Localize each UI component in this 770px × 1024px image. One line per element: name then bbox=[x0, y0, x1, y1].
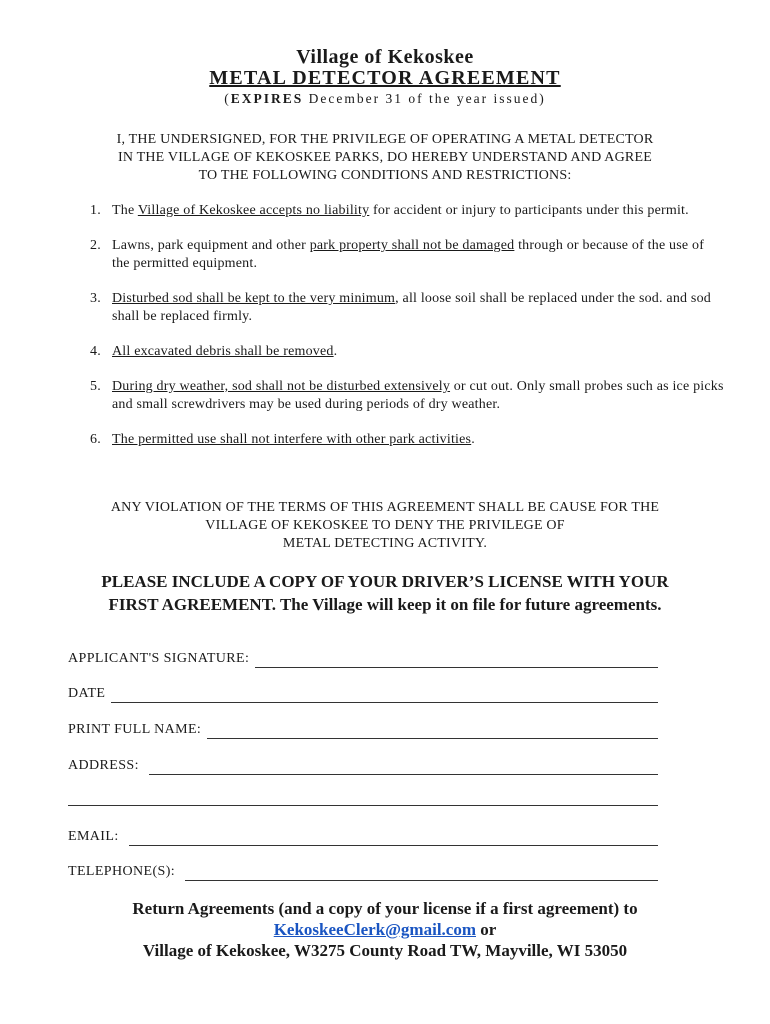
document-subtitle bbox=[0, 66, 770, 90]
telephone-field[interactable] bbox=[68, 863, 658, 881]
address-field[interactable] bbox=[68, 757, 658, 775]
full-name-label: PRINT FULL NAME: bbox=[68, 722, 202, 737]
full-name-line[interactable] bbox=[207, 725, 658, 739]
condition-item: 1. The Village of Kekoskee accepts no liability for accident or injury to participants under this permit. bbox=[90, 203, 689, 218]
signature-field[interactable] bbox=[68, 650, 658, 668]
expiration-note: (EXPIRES December 31 of the year issued) bbox=[224, 91, 546, 106]
return-instructions: Return Agreements (and a copy of your license if a first agreement) to KekoskeeClerk@gmail.com or Village of Kekoskee, W3275 County Road TW, Mayville, WI 53050 bbox=[0, 898, 770, 961]
telephone-label: TELEPHONE(S): bbox=[68, 864, 176, 879]
condition-item: 3. Disturbed sod shall be kept to the very minimum, all loose soil shall be replaced under the sod. and sod shall be replaced firmly. bbox=[90, 291, 711, 324]
expires-label: EXPIRES bbox=[230, 91, 304, 106]
document-title: Village of Kekoskee bbox=[296, 46, 474, 68]
date-field[interactable] bbox=[68, 685, 658, 703]
address-line-2[interactable] bbox=[68, 792, 658, 806]
intro-paragraph: I, THE UNDERSIGNED, FOR THE PRIVILEGE OF OPERATING A METAL DETECTOR IN THE VILLAGE OF KEKOSKEE PARKS, DO HEREBY UNDERSTAND AND AGREE TO THE FOLLOWING CONDITIONS AND RESTRICTIONS: bbox=[116, 132, 654, 183]
condition-item: 5. During dry weather, sod shall not be disturbed extensively or cut out. Only small probes such as ice picks and small screwdrivers may be used during periods of dry weather. bbox=[90, 379, 724, 412]
date-line[interactable] bbox=[111, 689, 658, 703]
condition-item: 4. All excavated debris shall be removed. bbox=[90, 344, 338, 359]
email-field[interactable] bbox=[68, 828, 658, 846]
signature-label: APPLICANT'S SIGNATURE: bbox=[68, 651, 250, 666]
date-label: DATE bbox=[68, 686, 106, 701]
subtitle-text: METAL DETECTOR AGREEMENT bbox=[209, 67, 561, 89]
violation-paragraph: ANY VIOLATION OF THE TERMS OF THIS AGREEMENT SHALL BE CAUSE FOR THE VILLAGE OF KEKOSKEE TO DENY THE PRIVILEGE OF METAL DETECTING ACTIVITY. bbox=[110, 500, 660, 551]
address-line-2-field[interactable] bbox=[68, 792, 658, 806]
conditions-list bbox=[84, 202, 724, 466]
full-name-field[interactable] bbox=[68, 721, 658, 739]
condition-item: 2. Lawns, park equipment and other park property shall not be damaged through or because of the use of the permitted equipment. bbox=[90, 238, 705, 271]
clerk-email-link[interactable]: KekoskeeClerk@gmail.com bbox=[273, 920, 476, 939]
telephone-line[interactable] bbox=[185, 867, 658, 881]
email-line[interactable] bbox=[129, 832, 658, 846]
village-address: Village of Kekoskee, W3275 County Road TW, Mayville, WI 53050 bbox=[142, 941, 628, 960]
email-label: EMAIL: bbox=[68, 829, 119, 844]
signature-line[interactable] bbox=[255, 654, 658, 668]
address-label: ADDRESS: bbox=[68, 758, 139, 773]
address-line[interactable] bbox=[149, 761, 658, 775]
condition-item: 6. The permitted use shall not interfere with other park activities. bbox=[90, 432, 475, 447]
license-notice: PLEASE INCLUDE A COPY OF YOUR DRIVER’S LICENSE WITH YOUR FIRST AGREEMENT. The Village will keep it on file for future agreements. bbox=[101, 572, 669, 614]
